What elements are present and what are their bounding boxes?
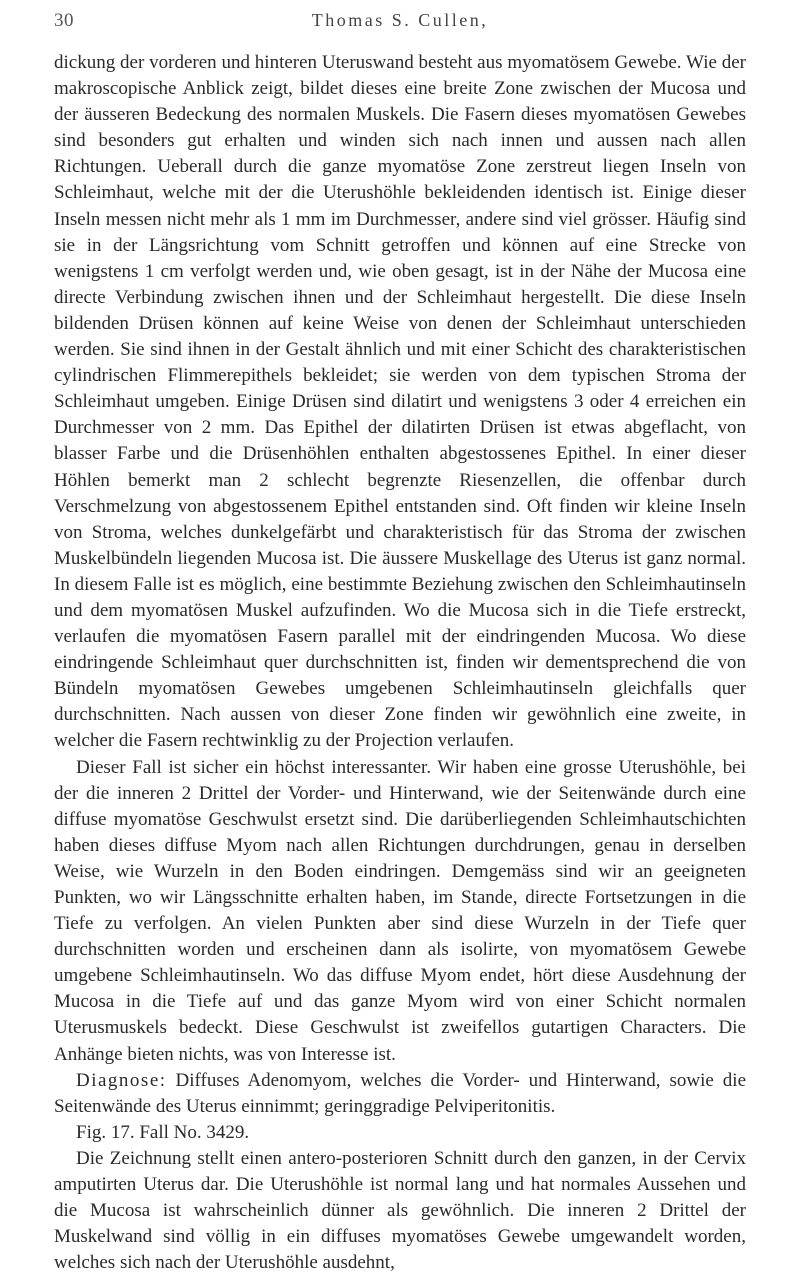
- diagnosis-label: Diagnose:: [76, 1069, 167, 1091]
- paragraph-case-discussion: Dieser Fall ist sicher ein höchst interessanter. Wir haben eine grosse Uterushöhle, bei der die inneren 2 Drittel der Vorder- und Hinterwand, wie der Seitenwände durch eine diffuse myomatöse Geschwulst ersetzt sind. Die darüberliegenden Schleimhautschichten haben dieses diffuse Myom nach allen Richtungen durchdrungen, genau in derselben Weise, wie Wurzeln in den Boden eindringen. Demgemäss sind wir an geeigneten Punkten, wo wir Längsschnitte erhalten haben, im Stande, directe Fortsetzungen in die Tiefe zu verfolgen. An vielen Punkten aber sind diese Wurzeln in der Tiefe quer durchschnitten worden und erscheinen dann als isolirte, von myomatösem Gewebe umgebene Schleimhautinseln. Wo das diffuse Myom endet, hört diese Ausdehnung der Mucosa in die Tiefe auf und das ganze Myom wird von einer Schicht normalen Uterusmuskels bedeckt. Diese Geschwulst ist zweifellos gutartigen Characters. Die Anhänge bieten nichts, was von Interesse ist.: [54, 756, 746, 1065]
- running-head: Thomas S. Cullen,: [311, 10, 489, 30]
- body-text: [54, 50, 746, 1276]
- paragraph-figure-description: Die Zeichnung stellt einen antero-posterioren Schnitt durch den ganzen, in der Cervix amputirten Uterus dar. Die Uterushöhle ist normal lang und hat normales Aussehen und die Mucosa ist wahrscheinlich dünner als gewöhnlich. Die inneren 2 Drittel der Muskelwand sind völlig in ein diffuses myomatöses Gewebe umgewandelt worden, welches sich nach der Uterushöhle ausdehnt,: [54, 1147, 746, 1274]
- page-header: [54, 6, 746, 40]
- paragraph-diagnosis: [54, 1068, 746, 1120]
- figure-reference: Fig. 17. Fall No. 3429.: [76, 1121, 250, 1143]
- page-number: 30: [54, 10, 74, 31]
- paragraph-continued: dickung der vorderen und hinteren Uteruswand besteht aus myomatösem Gewebe. Wie der makroscopische Anblick zeigt, bildet dieses eine breite Zone zwischen der Mucosa und der äusseren Bedeckung des normalen Muskels. Die Fasern dieses myomatösen Gewebes sind besonders gut erhalten und winden sich nach innen und aussen nach allen Richtungen. Ueberall durch die ganze myomatöse Zone zerstreut liegen Inseln von Schleimhaut, welche mit der die Uterushöhle bekleidenden identisch ist. Einige dieser Inseln messen nicht mehr als 1 mm im Durchmesser, andere sind viel grösser. Häufig sind sie in der Längsrichtung vom Schnitt getroffen und können auf eine Strecke von wenigstens 1 cm verfolgt werden und, wie oben gesagt, ist in der Nähe der Mucosa eine directe Verbindung zwischen ihnen und der Schleimhaut hergestellt. Die diese Inseln bildenden Drüsen können auf keine Weise von denen der Schleimhaut unterschieden werden. Sie sind ihnen in der Gestalt ähnlich und mit einer Schicht des charakteristischen cylindrischen Flimmerepithels bekleidet; sie werden von dem typischen Stroma der Schleimhaut umgeben. Einige Drüsen sind dilatirt und wenigstens 3 oder 4 erreichen ein Durchmesser von 2 mm. Das Epithel der dilatirten Drüsen ist etwas abgeflacht, von blasser Farbe und die Drüsenhöhlen enthalten abgestossenes Epithel. In einer dieser Höhlen bemerkt man 2 schlecht begrenzte Riesenzellen, die offenbar durch Verschmelzung von abgestossenem Epithel entstanden sind. Oft finden wir kleine Inseln von Stroma, welches dunkelgefärbt und charakteristisch für das Stroma der zwischen Muskelbündeln liegenden Mucosa ist. Die äussere Muskellage des Uterus ist ganz normal. In diesem Falle ist es möglich, eine bestimmte Beziehung zwischen den Schleimhautinseln und dem myomatösen Muskel aufzufinden. Wo die Mucosa sich in die Tiefe erstreckt, verlaufen die myomatösen Fasern parallel mit der eindringenden Mucosa. Wo diese eindringende Schleimhaut quer durchschnitten ist, finden wir dementsprechend die von Bündeln myomatösen Gewebes umgebenen Schleimhautinseln gleichfalls quer durchschnitten. Nach aussen von dieser Zone finden wir gewöhnlich eine zweite, in welcher die Fasern rechtwinklig zu der Projection verlaufen.: [54, 52, 746, 752]
- diagnosis-text: Diffuses Adenomyom, welches die Vorder- und Hinterwand, sowie die Seitenwände des Uterus einnimmt; geringgradige Pelviperitonitis.: [54, 1069, 746, 1117]
